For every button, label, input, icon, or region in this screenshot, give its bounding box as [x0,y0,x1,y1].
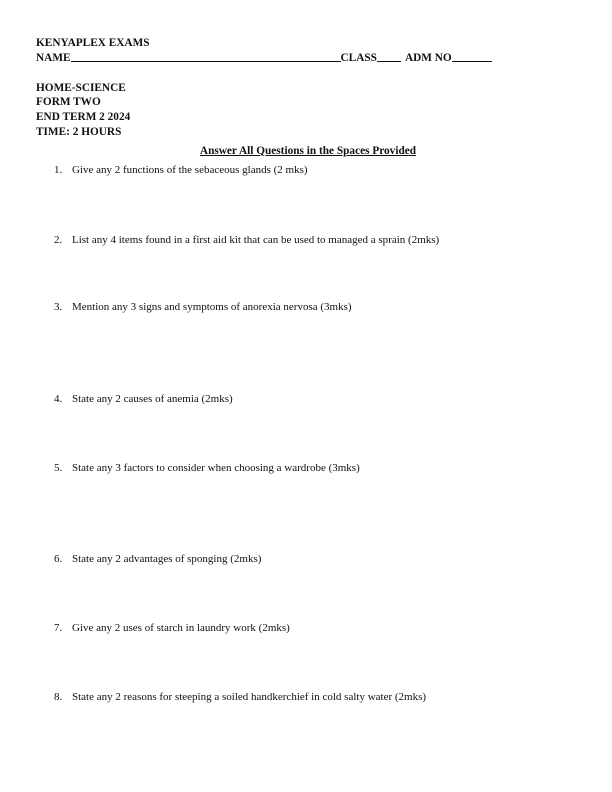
adm-no-blank [452,51,492,62]
question-text: State any 2 reasons for steeping a soiled handkerchief in cold salty water (2mks) [72,691,427,703]
question-number: 3. [54,301,63,313]
question-number: 6. [54,553,63,565]
question-item [54,393,233,406]
question-text: Give any 2 functions of the sebaceous glands (2 mks) [72,164,308,176]
question-item [54,164,308,177]
subject-title: HOME-SCIENCE [36,82,126,94]
question-number: 1. [54,164,63,176]
question-number: 4. [54,393,63,405]
class-label: CLASS [340,52,377,64]
question-item [54,301,352,314]
question-item [54,234,439,247]
question-number: 2. [54,234,63,246]
question-item [54,462,360,475]
name-blank [71,51,341,62]
question-text: List any 4 items found in a first aid kit that can be used to managed a sprain (2mks) [72,234,440,246]
question-text: State any 3 factors to consider when choosing a wardrobe (3mks) [72,462,360,474]
question-text: Give any 2 uses of starch in laundry work (2mks) [72,622,290,634]
term-title: END TERM 2 2024 [36,111,131,123]
question-number: 8. [54,691,63,703]
question-item [54,691,426,704]
form-title: FORM TWO [36,96,101,108]
question-item [54,553,261,566]
question-text: State any 2 causes of anemia (2mks) [72,393,233,405]
question-number: 5. [54,462,63,474]
class-blank [377,51,401,62]
instruction-text: Answer All Questions in the Spaces Provided [199,145,417,157]
question-item [54,622,290,635]
question-text: Mention any 3 signs and symptoms of anorexia nervosa (3mks) [72,301,352,313]
exam-org-title: KENYAPLEX EXAMS [36,37,150,49]
name-label: NAME [36,52,71,64]
time-title: TIME: 2 HOURS [36,126,122,138]
question-number: 7. [54,622,63,634]
question-text: State any 2 advantages of sponging (2mks) [72,553,262,565]
adm-no-label: ADM NO [404,52,452,64]
instruction-line [0,141,612,159]
student-details-line [36,51,492,65]
